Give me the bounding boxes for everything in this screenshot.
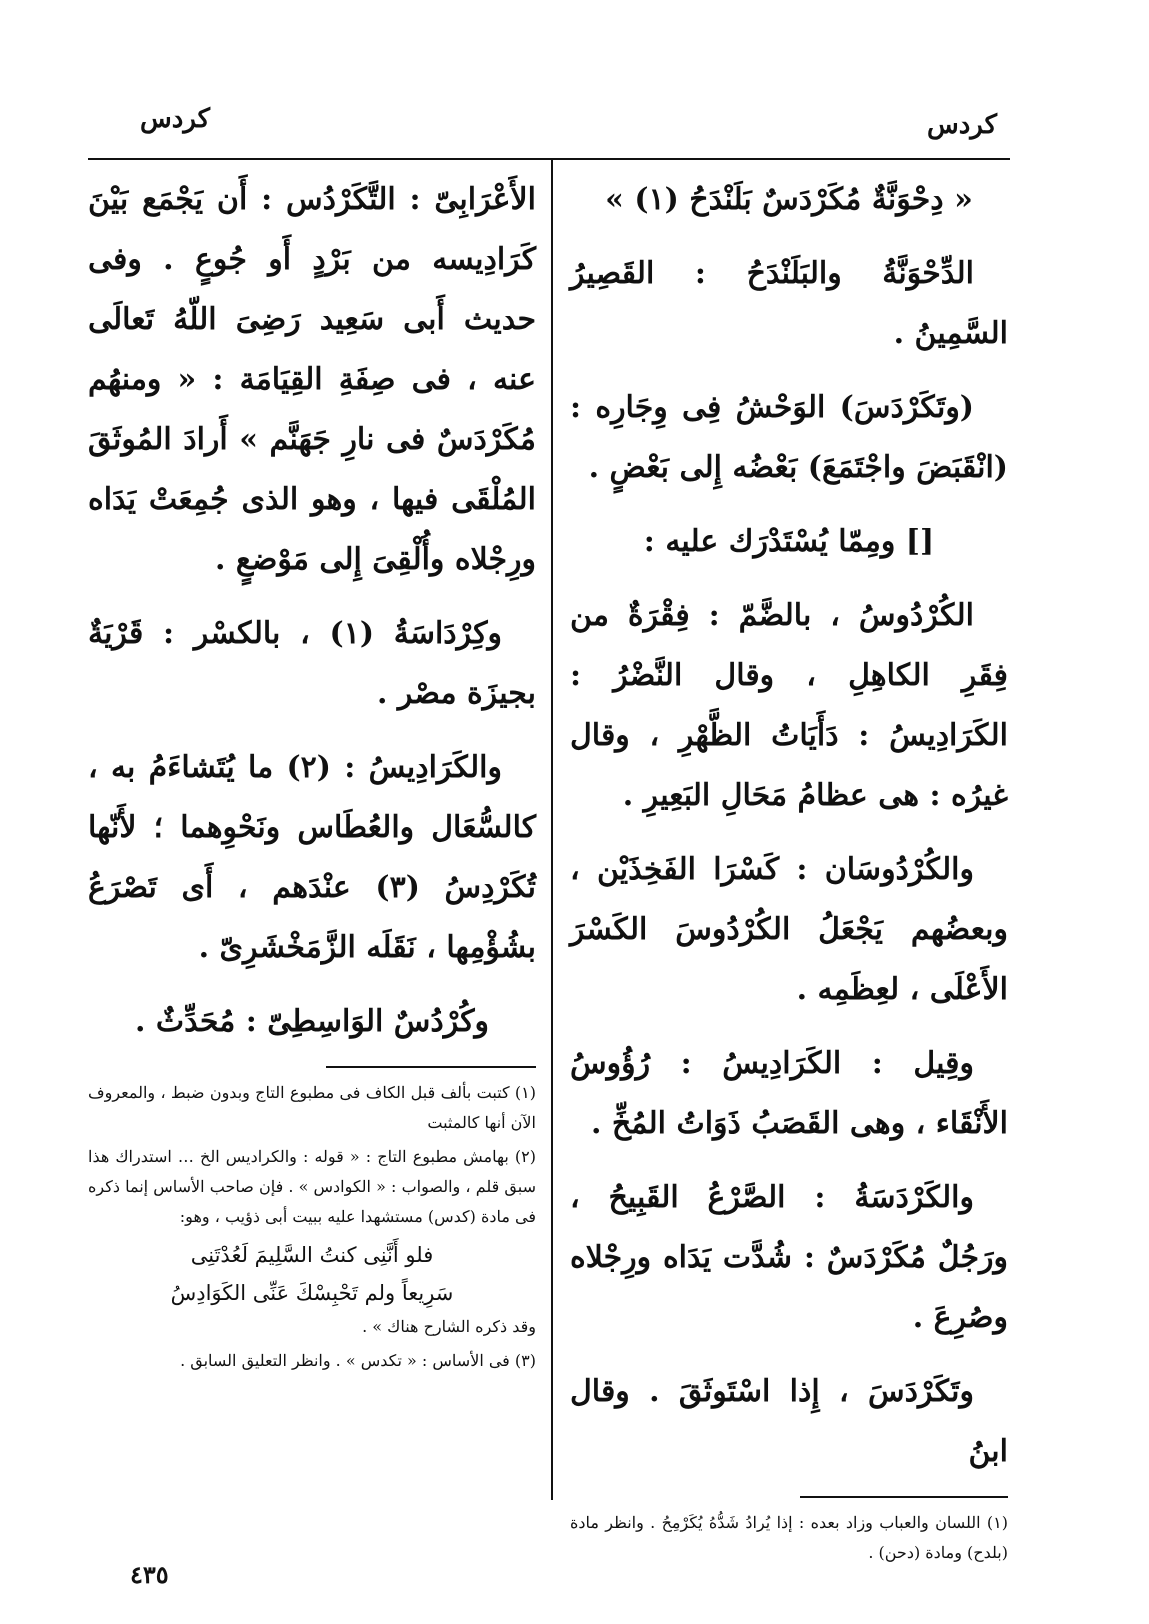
verse-line: سَرِيعاً ولم تَحْبِسْكَ عَنِّى الكَوَادِسُ <box>170 1281 454 1305</box>
paragraph: وقِيل : الكَرَادِيسُ : رُؤُوسُ الأَنْقَاء ، وهى القَصَبُ ذَوَاتُ المُخِّ . <box>570 1046 1008 1141</box>
paragraph: (وتَكَرْدَسَ) الوَحْشُ فِى وِجَارِه : (انْقَبَضَ واجْتَمَعَ) بَعْضُه إِلى بَعْضٍ . <box>570 390 1008 485</box>
paragraph: والكَرَادِيسُ : (٢) ما يُتَشاءَمُ به ، كالسُّعَال والعُطَاس ونَحْوِهما ؛ لأَنّها تُكَرْدِسُ (٣) عنْدَهم ، أَى تَصْرَعُ بشُؤْمِها ، نَقَلَه الزَّمَخْشَرِىّ . <box>88 750 536 965</box>
footnote-rule <box>800 1496 1008 1498</box>
paragraph: الكُرْدُوسُ ، بالضَّمّ : فِقْرَةٌ من فِقَرِ الكاهِلِ ، وقال النَّضْرُ : الكَرَادِيسُ : دَأَيَاتُ الظَّهْرِ ، وقال غيرُه : هى عظامُ مَحَالِ البَعِيرِ . <box>570 598 1008 813</box>
page-number: ٤٣٥ <box>130 1560 169 1589</box>
footnote: (٣) فى الأساس : « تكدس » . وانظر التعليق السابق . <box>180 1351 536 1370</box>
paragraph: والكُرْدُوسَان : كَسْرَا الفَخِذَيْن ، وبعضُهم يَجْعَلُ الكُرْدُوسَ الكَسْرَ الأَعْلَى ، لعِظَمِه . <box>570 852 1008 1007</box>
entry-headword: « دِحْوَنَّةٌ مُكَرْدَسٌ بَلَنْدَحُ (١) » <box>605 182 973 217</box>
paragraph: وكُرْدُسٌ الوَاسِطِىّ : مُحَدِّثٌ . <box>134 1004 490 1039</box>
paragraph: وتَكَرْدَسَ ، إِذا اسْتَوثَقَ . وقال ابنُ <box>570 1374 1008 1469</box>
header-rule <box>88 158 1010 160</box>
paragraph: الدِّحْوَنَّةُ والبَلَنْدَحُ : القَصِيرُ السَّمِينُ . <box>570 256 1008 351</box>
footnote-rule <box>326 1066 536 1068</box>
paragraph: وكِرْدَاسَةُ (١) ، بالكسْر : قَرْيَةٌ بجيزَة مصْر . <box>88 616 536 711</box>
paragraph: والكَرْدَسَةُ : الصَّرْعُ القَبِيحُ ، ورَجُلٌ مُكَرْدَسٌ : شُدَّت يَدَاه ورِجْلاه وصُرِعَ . <box>570 1180 1008 1335</box>
right-column <box>570 170 1008 1572</box>
paragraph: [] ومِمّا يُسْتَدْرَك عليه : <box>643 524 935 559</box>
footnote: (١) كتبت بألف قبل الكاف فى مطبوع التاج وبدون ضبط ، والمعروف الآن أنها كالمثبت <box>88 1083 536 1132</box>
column-divider <box>551 160 553 1500</box>
paragraph: الأَعْرَابِىّ : التَّكَرْدُس : أَن يَجْمَع بَيْنَ كَرَادِيسه من بَرْدٍ أَو جُوعٍ . وفى حديث أَبى سَعِيد رَضِىَ اللّهُ تَعالَى عنه ، فى صِفَةِ القِيَامَة : « ومنهُم مُكَرْدَسٌ فى نارِ جَهَنَّم » أَرادَ المُوثَقَ المُلْقَى فيها ، وهو الذى جُمِعَتْ يَدَاه ورِجْلاه وأُلْقِىَ إِلى مَوْضعٍ . <box>88 182 536 577</box>
footnote: (٢) بهامش مطبوع التاج : « قوله : والكراديس الخ … استدراك هذا سبق قلم ، والصواب : « الكوادس » . فإن صاحب الأساس إنما ذكره فى مادة (كدس) مستشهدا عليه ببيت أبى ذؤيب ، وهو: <box>88 1147 536 1226</box>
footnote: وقد ذكره الشارح هناك » . <box>362 1317 536 1336</box>
running-header-right: كردس <box>926 110 997 140</box>
left-column <box>88 170 536 1380</box>
verse-line: فلو أَنَّنِى كنتُ السَّلِيمَ لَعُدْتَنِى <box>190 1243 434 1267</box>
footnote: (١) اللسان والعباب وزاد بعده : إذا يُرادُ شَدُّهُ يُكَرْمِحُ . وانظر مادة (بلدح) ومادة (دحن) . <box>570 1513 1008 1562</box>
running-header-left: كردس <box>140 104 211 134</box>
